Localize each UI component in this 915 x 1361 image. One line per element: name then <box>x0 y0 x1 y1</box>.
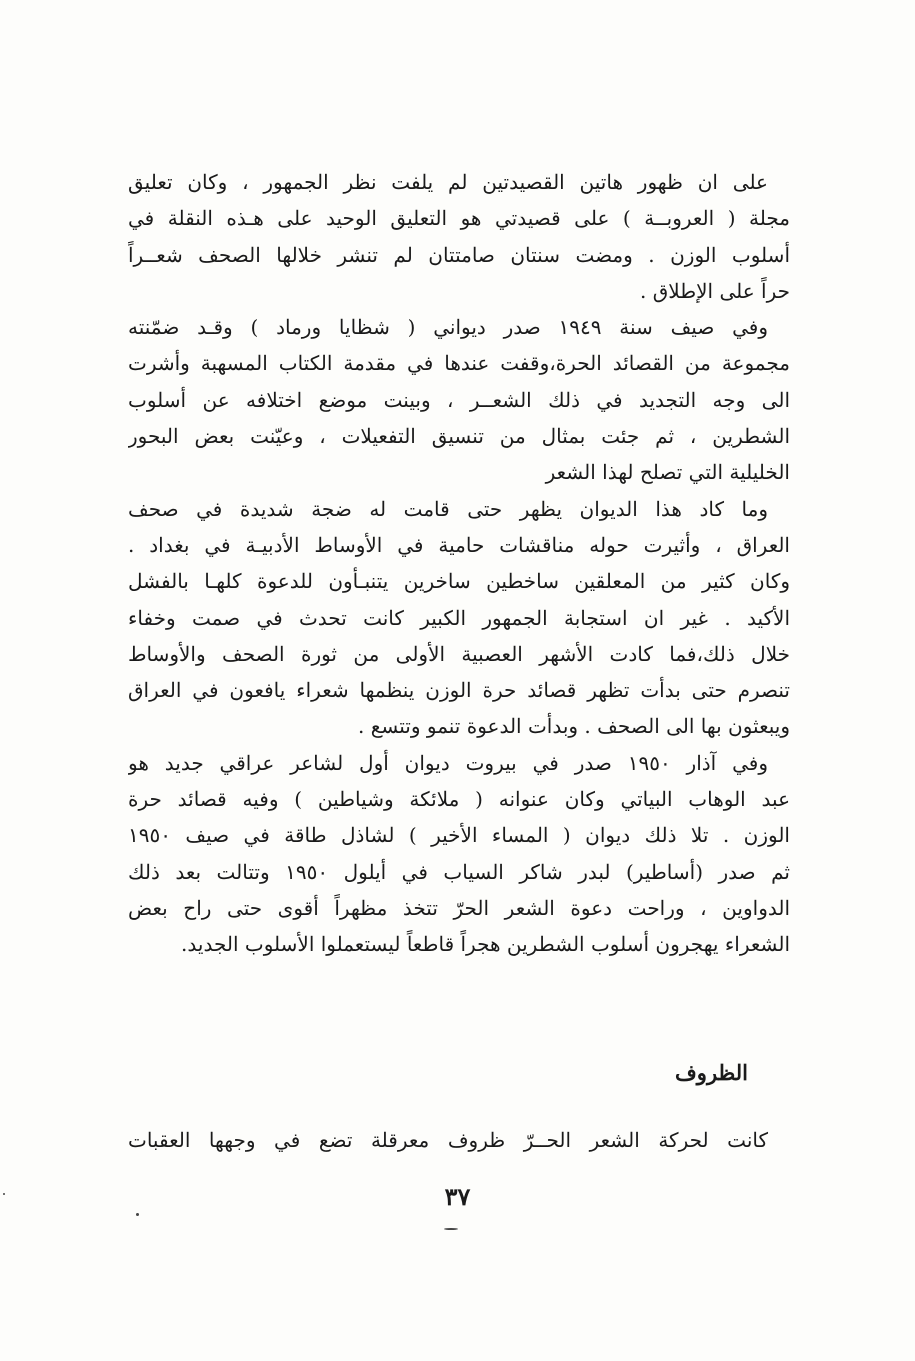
text-line: الدواوين ، وراحت دعوة الشعر الحرّ تتخذ مظهراً أقوى حتى راح بعض <box>128 895 790 920</box>
page-number: ٣٧ <box>444 1182 471 1211</box>
text-line: الخليلية التي تصلح لهذا الشعر <box>545 460 790 485</box>
paragraph-2 <box>128 309 790 490</box>
text-line: الى وجه التجديد في ذلك الشعــر ، وبينت موضع اختلافه عن أسلوب <box>128 387 790 412</box>
text-line: وكان كثير من المعلقين ساخطين ساخرين يتنبـأون للدعوة كلهـا بالفشل <box>128 569 790 594</box>
text-line: مجلة ( العروبــة ) على قصيدتي هو التعليق الوحيد على هـذه النقلة في <box>128 206 790 231</box>
text-line: تنصرم حتى بدأت تظهر قصائد حرة الوزن ينظمها شعراء يافعون في العراق <box>128 678 790 703</box>
text-line: أسلوب الوزن . ومضت سنتان صامتتان لم تنشر خلالها الصحف شعــراً <box>128 242 790 267</box>
text-line: حراً على الإطلاق . <box>640 278 790 303</box>
text-line: العراق ، وأثيرت حوله مناقشات حامية في الأوساط الأدبيـة في بغداد . <box>128 532 790 557</box>
paragraph-1 <box>128 164 790 309</box>
main-text <box>128 164 790 963</box>
section-heading: الظروف <box>675 1060 748 1085</box>
ink-speck <box>3 1193 5 1195</box>
text-line: وفي آذار ١٩٥٠ صدر في بيروت ديوان أول لشاعر عراقي جديد هو <box>128 750 769 775</box>
text-line: ويبعثون بها الى الصحف . وبدأت الدعوة تنمو وتتسع . <box>358 714 790 739</box>
text-line: كانت لحركة الشعر الحــرّ ظروف معرقلة تضع في وجهها العقبات <box>128 1128 768 1152</box>
text-line: ثم صدر (أساطير) لبدر شاكر السياب في أيلول ١٩٥٠ وتتالت بعد ذلك <box>128 859 790 884</box>
text-line: وما كاد هذا الديوان يظهر حتى قامت له ضجة شديدة في صحف <box>128 496 768 521</box>
text-line: الشعراء يهجرون أسلوب الشطرين هجراً قاطعاً ليستعملوا الأسلوب الجديد. <box>181 932 790 957</box>
text-line: مجموعة من القصائد الحرة،وقفت عندها في مقدمة الكتاب المسهبة وأشرت <box>128 351 790 376</box>
text-line: الوزن . تلا ذلك ديوان ( المساء الأخير ) لشاذل طاقة في صيف ١٩٥٠ <box>128 823 790 848</box>
paragraph-4 <box>128 745 790 963</box>
text-line: على ان ظهور هاتين القصيدتين لم يلفت نظر الجمهور ، وكان تعليق <box>128 170 768 194</box>
text-line: خلال ذلك،فما كادت الأشهر العصبية الأولى من ثورة الصحف والأوساط <box>128 641 790 666</box>
text-line: وفي صيف سنة ١٩٤٩ صدر ديواني ( شظايا ورماد ) وقـد ضمّنته <box>128 315 768 340</box>
text-line: عبد الوهاب البياتي وكان عنوانه ( ملائكة وشياطين ) وفيه قصائد حرة <box>128 787 790 812</box>
section-text <box>128 1122 790 1158</box>
ink-speck <box>444 1228 458 1230</box>
ink-speck <box>136 1213 139 1216</box>
paragraph-3 <box>128 491 790 745</box>
text-line: الشطرين ، ثم جئت بمثال من تنسيق التفعيلات ، وعيّنت بعض البحور <box>128 424 790 449</box>
text-line: الأكيد . غير ان استجابة الجمهور الكبير كانت تحدث في صمت وخفاء <box>128 605 790 630</box>
